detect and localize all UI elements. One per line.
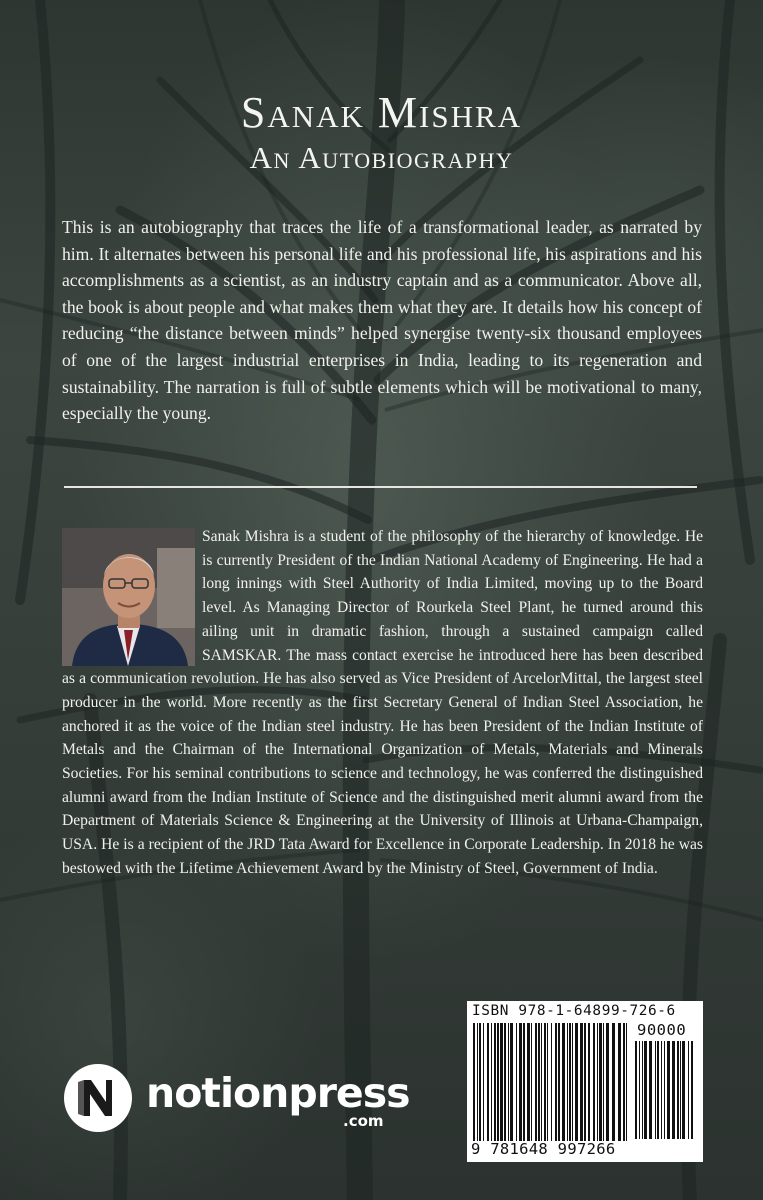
addon-barcode-bars — [635, 1041, 697, 1139]
publisher-logo-mark — [64, 1064, 132, 1132]
book-blurb: This is an autobiography that traces the life of a transformational leader, as narrated by him. It alternates between his personal life and his professional life, his aspirations and his accomplishments as a scientist, as an industry captain and as a communicator. Above all, the book is about people and what makes them what they are. It details how his concept of reducing “the distance between minds” helped synergise twenty-six thousand employees of one of the largest industrial enterprises in India, leading to its regeneration and sustainability. The narration is full of subtle elements which will be motivational to many, especially the young. — [62, 217, 702, 424]
author-bio: Sanak Mishra is a student of the philosophy of the hierarchy of knowledge. He is currently President of the Indian National Academy of Engineering. He had a long innings with Steel Authority of India Limited, moving up to the Board level. As Managing Director of Rourkela Steel Plant, he turned around this ailing unit in dramatic fashion, through a sustained campaign called SAMSKAR. The mass contact exercise he introduced here has been described as a communication revolution. He has also served as Vice President of ArcelorMittal, the largest steel producer in the world. More recently as the first Secretary General of Indian Steel Association, he anchored it as the voice of the Indian steel industry. He has been President of the Indian Institute of Metals and the Chairman of the International Organization of Metals, Materials and Minerals Societies. For his seminal contributions to science and technology, he was conferred the distinguished alumni award from the Indian Institute of Science and the distinguished merit alumni award from the Department of Materials Science & Engineering at the University of Illinois at Urbana-Champaign, USA. He is a recipient of the JRD Tata Award for Excellence in Corporate Leadership. In 2018 he was bestowed with the Lifetime Achievement Award by the Ministry of Steel, Government of India. — [62, 528, 703, 877]
section-divider — [64, 486, 697, 488]
barcode-bars — [473, 1023, 629, 1141]
publisher-logo — [60, 1060, 410, 1140]
isbn-label: ISBN 978-1-64899-726-6 — [472, 1003, 676, 1019]
barcode-digits: 9 781648 997266 — [471, 1140, 616, 1158]
book-subtitle: An Autobiography — [249, 140, 514, 175]
photo-spacer — [62, 525, 202, 667]
publisher-domain: .com — [343, 1112, 384, 1130]
publisher-name: notionpress — [146, 1069, 410, 1117]
author-bio-block — [62, 525, 703, 881]
isbn-barcode — [467, 1001, 703, 1162]
price-code: 90000 — [637, 1021, 687, 1039]
book-title: Sanak Mishra — [240, 88, 523, 137]
title-block — [0, 88, 763, 176]
